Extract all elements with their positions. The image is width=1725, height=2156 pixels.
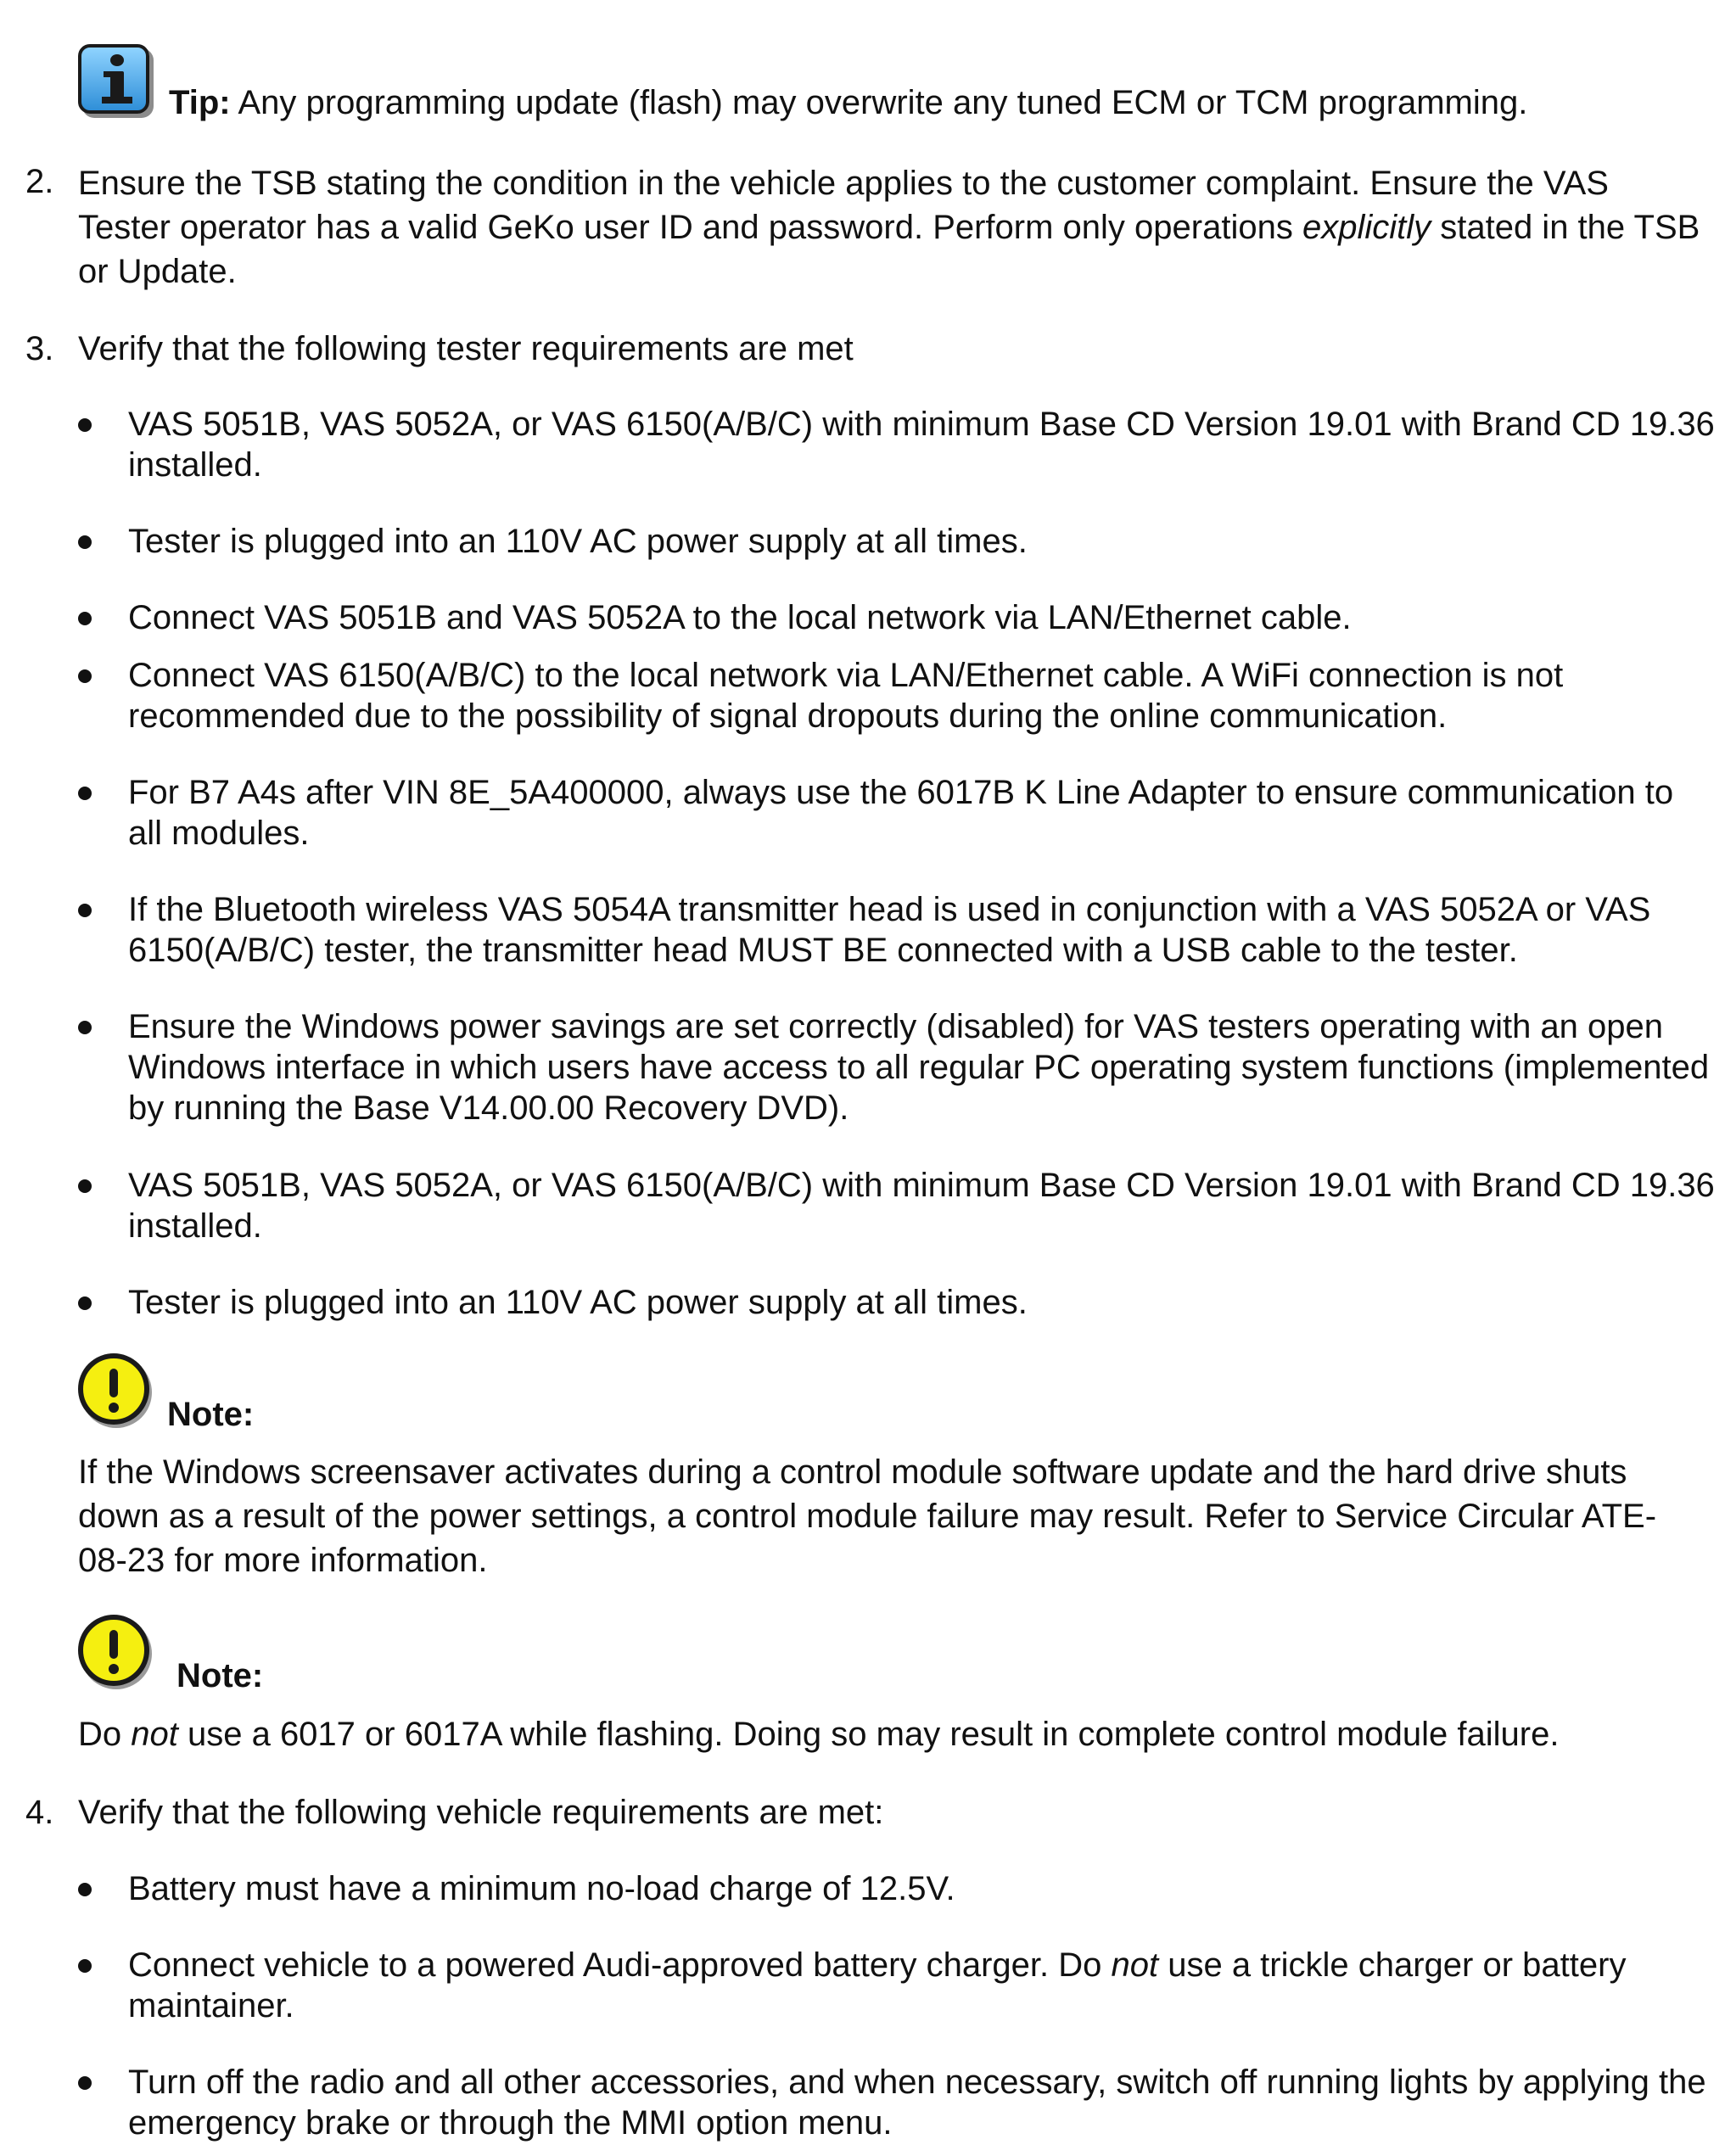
vehicle-req-2: Connect vehicle to a powered Audi-approved battery charger. Do not use a trickle charger or battery maintainer.: [128, 1946, 1627, 2024]
tester-req-7: Ensure the Windows power savings are set correctly (disabled) for VAS testers operating with an open Windows interface in which users have access to all regular PC operating system functions (implemented by running the Base V14.00.00 Recovery DVD).: [128, 1008, 1710, 1127]
step-2-text: Ensure the TSB stating the condition in the vehicle applies to the customer complaint. Ensure the VAS Tester operator has a valid GeKo user ID and password. Perform only operations explicitly stated in the TSB or Update.: [78, 165, 1700, 290]
bullet: [78, 612, 92, 625]
tester-req-5: For B7 A4s after VIN 8E_5A400000, always use the 6017B K Line Adapter to ensure communication to all modules.: [128, 774, 1674, 852]
info-icon: [78, 44, 149, 114]
tester-req-4: Connect VAS 6150(A/B/C) to the local network via LAN/Ethernet cable. A WiFi connection is not recommended due to the possibility of signal dropouts during the online communication.: [128, 657, 1564, 735]
step-2-number: 2.: [25, 163, 54, 200]
bullet: [78, 904, 92, 917]
tester-req-6: If the Bluetooth wireless VAS 5054A transmitter head is used in conjunction with a VAS 5052A or VAS 6150(A/B/C) tester, the transmitter head MUST BE connected with a USB cable to the tester.: [128, 891, 1651, 969]
bullet: [78, 1179, 92, 1193]
note-1-label: Note:: [167, 1396, 255, 1433]
bullet: [78, 787, 92, 800]
tester-req-9: Tester is plugged into an 110V AC power supply at all times.: [128, 1284, 1028, 1321]
note-1-text: If the Windows screensaver activates during a control module software update and the hard drive shuts down as a result of the power settings, a control module failure may result. Refer to Service Circular ATE-08-23 for more information.: [78, 1453, 1657, 1579]
bullet: [78, 1883, 92, 1896]
note-2-label: Note:: [176, 1657, 264, 1694]
bullet: [78, 1296, 92, 1310]
bullet: [78, 1959, 92, 1973]
bullet: [78, 418, 92, 432]
vehicle-req-3: Turn off the radio and all other accessories, and when necessary, switch off running lights by applying the emergency brake or through the MMI option menu.: [128, 2064, 1706, 2142]
bullet: [78, 2076, 92, 2090]
tester-req-8: VAS 5051B, VAS 5052A, or VAS 6150(A/B/C) with minimum Base CD Version 19.01 with Brand CD 19.36 installed.: [128, 1167, 1715, 1245]
tip-label: Tip:: [169, 84, 231, 121]
step-4-number: 4.: [25, 1794, 54, 1831]
tip-line: [169, 82, 1696, 123]
tip-text: Any programming update (flash) may overwrite any tuned ECM or TCM programming.: [230, 84, 1528, 121]
warning-icon: [78, 1615, 149, 1686]
step-4-text: Verify that the following vehicle requirements are met:: [78, 1794, 884, 1831]
warning-icon: [78, 1353, 149, 1425]
tester-req-1: VAS 5051B, VAS 5052A, or VAS 6150(A/B/C) with minimum Base CD Version 19.01 with Brand CD 19.36 installed.: [128, 406, 1715, 484]
bullet: [78, 1021, 92, 1034]
tester-req-3: Connect VAS 5051B and VAS 5052A to the local network via LAN/Ethernet cable.: [128, 599, 1352, 636]
step-3-number: 3.: [25, 330, 54, 367]
bullet: [78, 669, 92, 683]
bullet: [78, 535, 92, 549]
tester-req-2: Tester is plugged into an 110V AC power supply at all times.: [128, 523, 1028, 560]
note-2-text: Do not use a 6017 or 6017A while flashing. Doing so may result in complete control module failure.: [78, 1716, 1560, 1753]
step-3-text: Verify that the following tester requirements are met: [78, 330, 854, 367]
vehicle-req-1: Battery must have a minimum no-load charge of 12.5V.: [128, 1870, 955, 1907]
